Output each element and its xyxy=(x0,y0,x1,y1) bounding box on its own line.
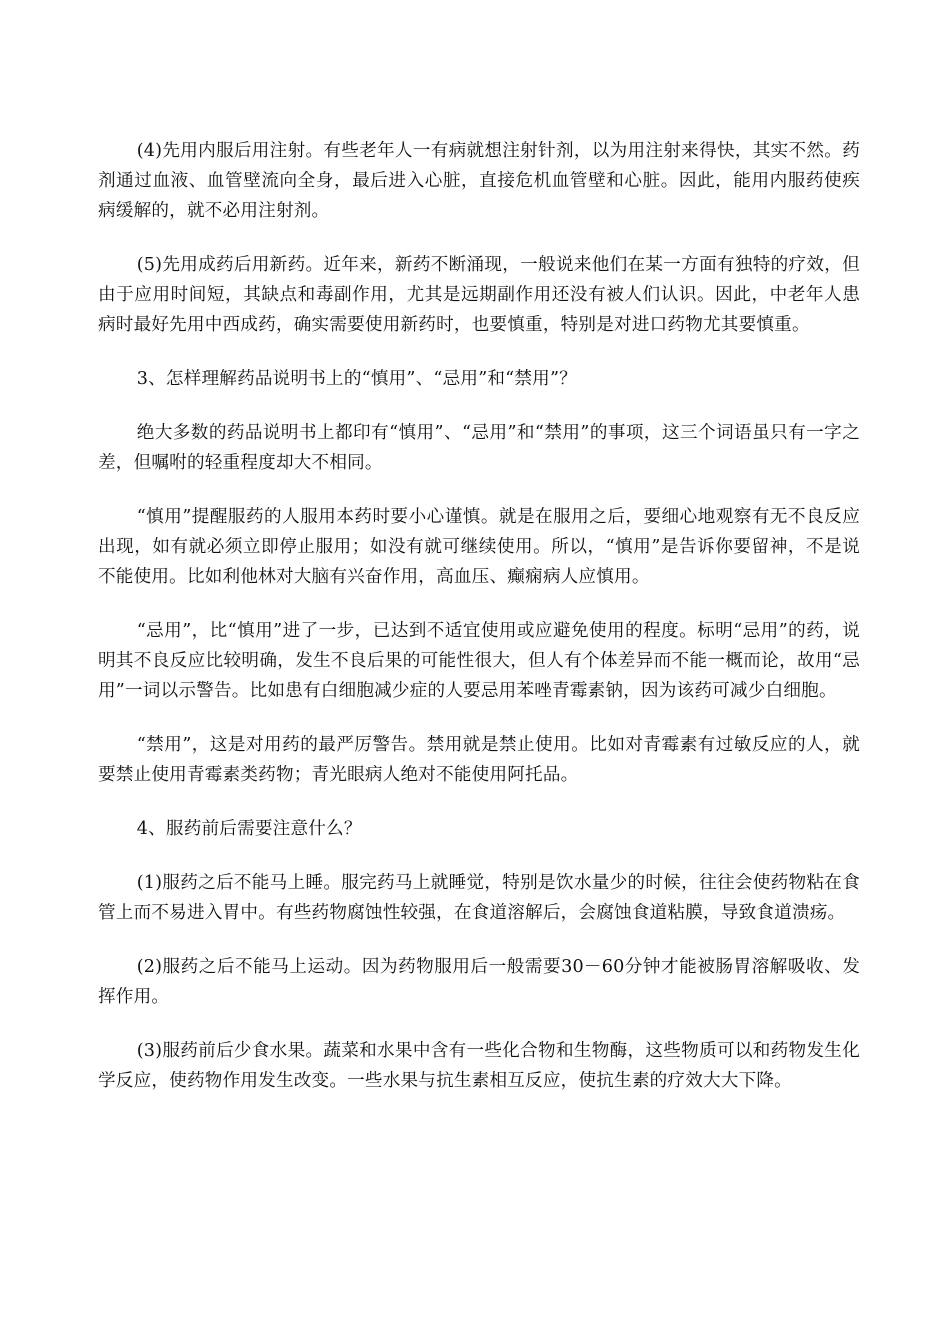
paragraph-use-with-caution: “慎用”提醒服药的人服用本药时要小心谨慎。就是在服用之后，要细心地观察有无不良反应出现，如有就必须立即停止服用；如没有就可继续使用。所以，“慎用”是告诉你要留神，不是说不能使用。比如利他林对大脑有兴奋作用，高血压、癫痫病人应慎用。 xyxy=(98,507,860,587)
paragraph-intro-cautions: 绝大多数的药品说明书上都印有“慎用”、“忌用”和“禁用”的事项，这三个词语虽只有一字之差，但嘱咐的轻重程度却大不相同。 xyxy=(98,423,860,473)
paragraph-patent-before-new-drug: (5)先用成药后用新药。近年来，新药不断涌现，一般说来他们在某一方面有独特的疗效，但由于应用时间短，其缺点和毒副作用，尤其是远期副作用还没有被人们认识。因此，中老年人患病时最好先用中西成药，确实需要使用新药时，也要慎重，特别是对进口药物尤其要慎重。 xyxy=(98,255,860,335)
paragraph-no-sleep-after-medicine: (1)服药之后不能马上睡。服完药马上就睡觉，特别是饮水量少的时候，往往会使药物粘在食管上而不易进入胃中。有些药物腐蚀性较强，在食道溶解后，会腐蚀食道粘膜，导致食道溃疡。 xyxy=(98,873,860,923)
section-heading-4: 4、服药前后需要注意什么？ xyxy=(136,819,362,839)
paragraph-oral-before-injection: (4)先用内服后用注射。有些老年人一有病就想注射针剂，以为用注射来得快，其实不然。药剂通过血液、血管壁流向全身，最后进入心脏，直接危机血管壁和心脏。因此，能用内服药使疾病缓解的，就不必用注射剂。 xyxy=(98,141,860,221)
paragraph-avoid-use: “忌用”，比“慎用”进了一步，已达到不适宜使用或应避免使用的程度。标明“忌用”的药，说明其不良反应比较明确，发生不良后果的可能性很大，但人有个体差异而不能一概而论，故用“忌用”一词以示警告。比如患有白细胞减少症的人要忌用苯唑青霉素钠，因为该药可减少白细胞。 xyxy=(98,621,860,701)
paragraph-less-fruit: (3)服药前后少食水果。蔬菜和水果中含有一些化合物和生物酶，这些物质可以和药物发生化学反应，使药物作用发生改变。一些水果与抗生素相互反应，使抗生素的疗效大大下降。 xyxy=(98,1041,860,1091)
paragraph-no-exercise-after-medicine: (2)服药之后不能马上运动。因为药物服用后一般需要30－60分钟才能被肠胃溶解吸收、发挥作用。 xyxy=(98,957,860,1007)
paragraph-prohibited: “禁用”，这是对用药的最严厉警告。禁用就是禁止使用。比如对青霉素有过敏反应的人，就要禁止使用青霉素类药物；青光眼病人绝对不能使用阿托品。 xyxy=(98,735,860,785)
section-heading-3: 3、怎样理解药品说明书上的“慎用”、“忌用”和“禁用”？ xyxy=(136,369,577,389)
document-body xyxy=(98,136,860,1096)
